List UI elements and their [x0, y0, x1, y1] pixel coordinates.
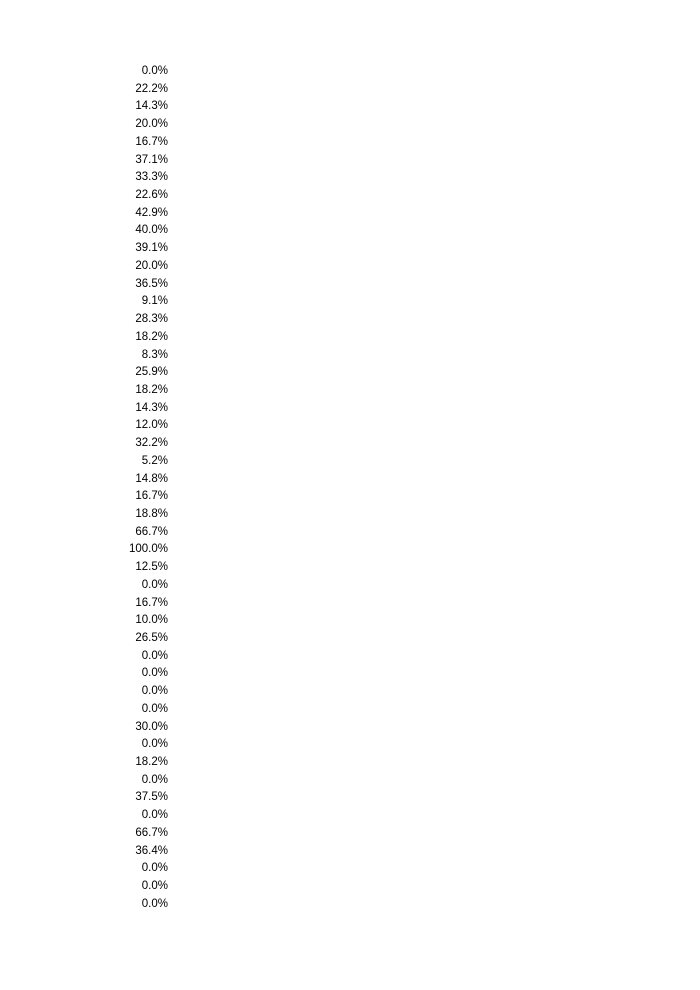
percentage-column — [100, 63, 168, 914]
percentage-cell: 100.0% — [128, 543, 168, 556]
percentage-cell: 16.7% — [135, 596, 168, 609]
percentage-cell: 8.3% — [141, 348, 168, 361]
percentage-cell: 0.0% — [141, 667, 168, 680]
percentage-cell: 18.2% — [135, 383, 168, 396]
percentage-cell: 66.7% — [135, 826, 168, 839]
percentage-cell: 20.0% — [135, 118, 168, 131]
percentage-cell: 0.0% — [141, 773, 168, 786]
percentage-cell: 16.7% — [135, 135, 168, 148]
percentage-cell: 0.0% — [141, 880, 168, 893]
percentage-cell: 5.2% — [141, 454, 168, 467]
percentage-cell: 26.5% — [135, 632, 168, 644]
percentage-cell: 18.2% — [135, 330, 168, 343]
percentage-cell: 40.0% — [135, 224, 168, 237]
percentage-cell: 37.5% — [135, 791, 168, 804]
percentage-cell: 18.2% — [135, 756, 168, 769]
percentage-cell: 22.2% — [135, 82, 168, 95]
percentage-cell: 0.0% — [141, 738, 168, 751]
percentage-cell: 22.6% — [135, 189, 168, 202]
percentage-cell: 30.0% — [135, 720, 168, 733]
percentage-cell: 14.3% — [135, 100, 168, 113]
percentage-cell: 66.7% — [135, 525, 168, 538]
percentage-cell: 0.0% — [141, 862, 168, 875]
percentage-cell: 14.8% — [135, 472, 168, 485]
percentage-cell: 0.0% — [141, 702, 168, 715]
percentage-cell: 0.0% — [141, 649, 168, 662]
percentage-cell: 10.0% — [135, 614, 168, 627]
percentage-cell: 14.3% — [135, 401, 168, 414]
percentage-cell: 16.7% — [135, 490, 168, 503]
percentage-cell: 12.5% — [135, 561, 168, 574]
percentage-cell: 20.0% — [135, 259, 168, 272]
percentage-cell: 0.0% — [141, 578, 168, 591]
percentage-cell: 32.2% — [135, 437, 168, 450]
percentage-cell: 37.1% — [135, 153, 168, 166]
percentage-cell: 0.0% — [141, 809, 168, 822]
percentage-cell: 0.0% — [141, 685, 168, 698]
percentage-cell: 0.0% — [141, 897, 168, 910]
percentage-cell: 33.3% — [135, 171, 168, 184]
percentage-cell: 36.4% — [135, 844, 168, 857]
percentage-cell: 42.9% — [135, 206, 168, 219]
percentage-cell: 9.1% — [141, 295, 168, 308]
percentage-cell: 12.0% — [135, 419, 168, 432]
percentage-cell: 36.5% — [135, 277, 168, 290]
percentage-cell: 25.9% — [135, 366, 168, 379]
percentage-cell: 18.8% — [135, 507, 168, 520]
percentage-cell: 39.1% — [135, 242, 168, 255]
percentage-cell: 0.0% — [141, 65, 168, 77]
percentage-cell: 28.3% — [135, 313, 168, 326]
